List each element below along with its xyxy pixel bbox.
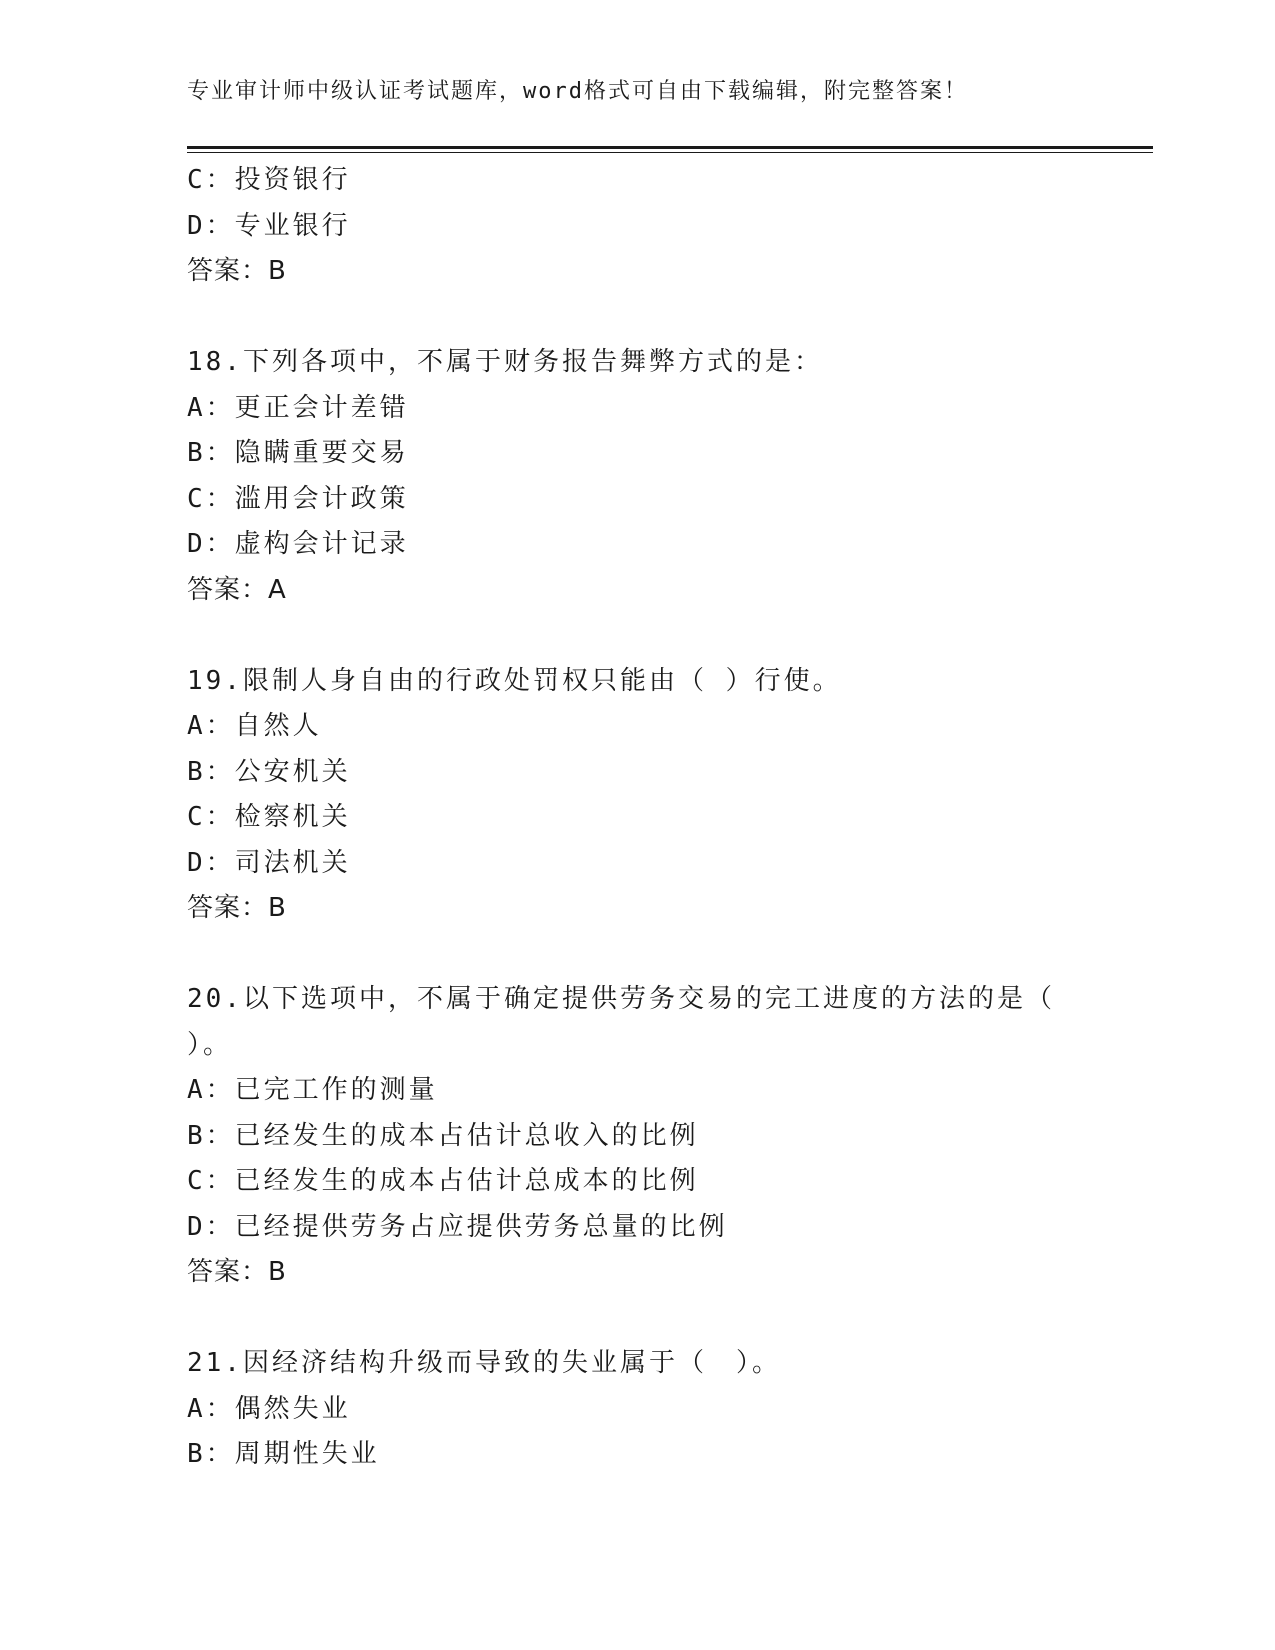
question-stem: 18.下列各项中，不属于财务报告舞弊方式的是： [187, 347, 823, 377]
question-stem: 20.以下选项中，不属于确定提供劳务交易的完工进度的方法的是（ ）。 [187, 984, 1055, 1060]
option-c: C：已经发生的成本占估计总成本的比例 [187, 1166, 699, 1196]
spacer [187, 613, 1067, 659]
option-b: B：已经发生的成本占估计总收入的比例 [187, 1120, 699, 1151]
answer: 答案：B [187, 256, 287, 286]
option-c: C：检察机关 [187, 802, 351, 832]
option-d: D：司法机关 [187, 847, 351, 878]
answer: 答案：B [187, 1257, 287, 1287]
option-d: D：专业银行 [187, 210, 351, 241]
question-stem: 19.限制人身自由的行政处罚权只能由（ ）行使。 [187, 665, 842, 696]
option-d: D：虚构会计记录 [187, 529, 409, 559]
answer: 答案：A [187, 574, 287, 605]
option-b: B：周期性失业 [187, 1439, 380, 1469]
option-b: B：公安机关 [187, 756, 351, 787]
spacer [187, 295, 1067, 341]
question-stem: 21.因经济结构升级而导致的失业属于（ ）。 [187, 1348, 781, 1378]
header-divider-thick [187, 146, 1153, 149]
spacer [187, 1296, 1067, 1342]
option-c: C：滥用会计政策 [187, 483, 409, 514]
option-a: A：自然人 [187, 711, 322, 741]
spacer [187, 932, 1067, 978]
option-a: A：已完工作的测量 [187, 1075, 438, 1105]
option-d: D：已经提供劳务占应提供劳务总量的比例 [187, 1211, 728, 1242]
option-a: A：更正会计差错 [187, 392, 409, 423]
document-body [187, 158, 1067, 1478]
option-c: C：投资银行 [187, 165, 351, 195]
answer: 答案：B [187, 893, 287, 923]
option-b: B：隐瞒重要交易 [187, 438, 409, 468]
page-header: 专业审计师中级认证考试题库，word格式可自由下载编辑，附完整答案！ [187, 79, 968, 104]
header-divider-thin [187, 152, 1153, 153]
option-a: A：偶然失业 [187, 1393, 351, 1424]
